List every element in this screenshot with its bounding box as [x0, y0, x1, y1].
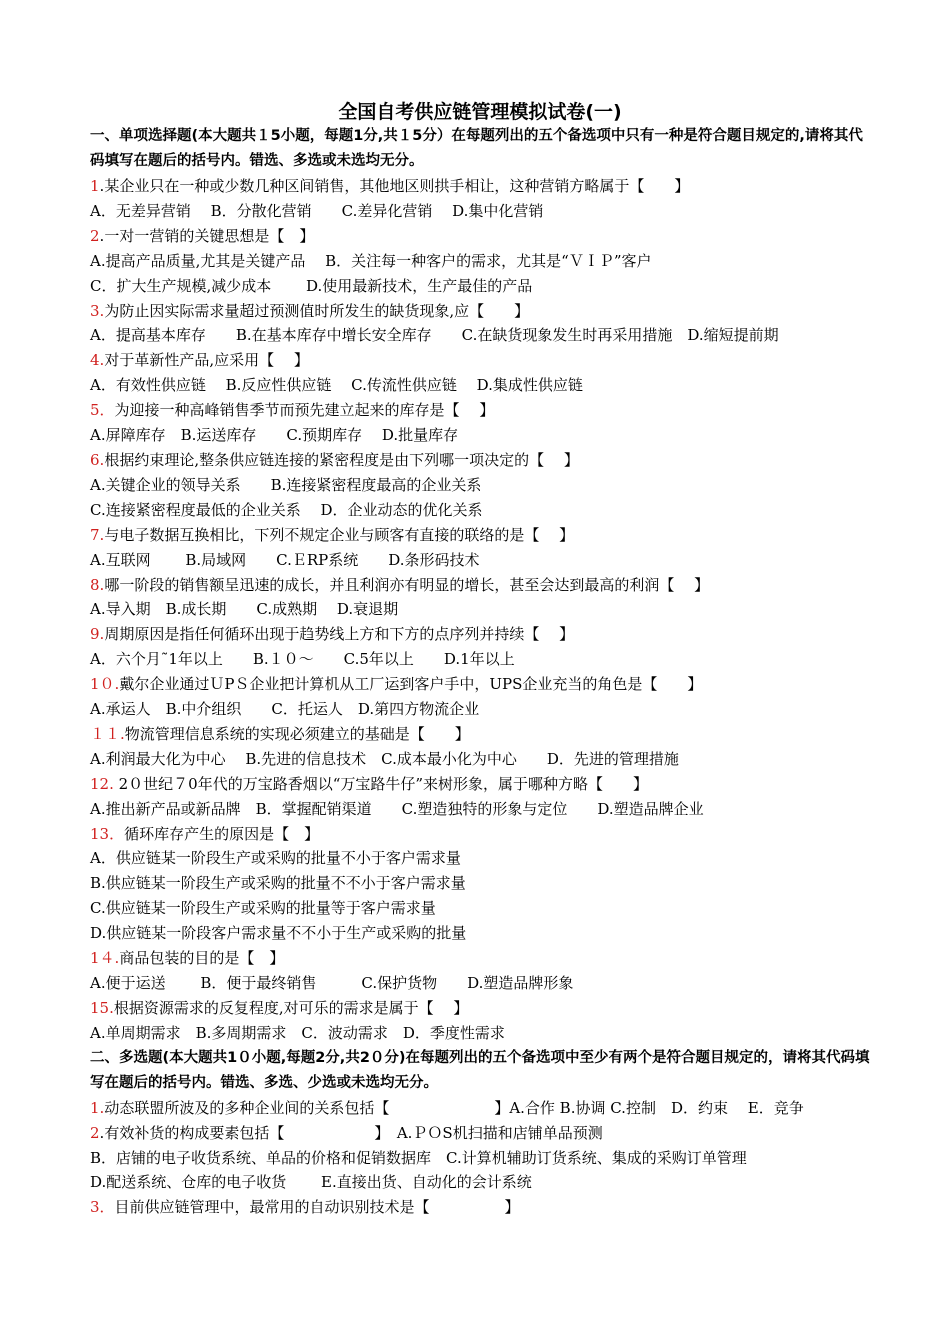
question-number: 5．	[90, 401, 115, 420]
question-line	[90, 1195, 870, 1220]
question-line	[90, 1021, 870, 1046]
question-text: 为迎接一种高峰销售季节而预先建立起来的库存是【 】	[114, 401, 495, 420]
exam-page	[90, 100, 870, 1220]
question-number: 8.	[90, 575, 105, 594]
question-line	[90, 348, 870, 373]
page-title: 全国自考供应链管理模拟试卷(一)	[338, 101, 622, 123]
question-text: 循环库存产生的原因是【 】	[124, 824, 320, 843]
question-line	[90, 174, 870, 199]
question-line	[90, 946, 870, 971]
question-line	[90, 722, 870, 747]
question-number: １１.	[90, 724, 125, 743]
question-line	[90, 797, 870, 822]
question-text: 戴尔企业通过ＵPＳ企业把计算机从工厂运到客户手中，UPS企业充当的角色是【 】	[119, 675, 703, 694]
question-number: 6.	[90, 450, 105, 469]
question-text: A.导入期 B.成长期 C.成熟期 D.衰退期	[90, 600, 399, 619]
question-text: .某企业只在一种或少数几种区间销售，其他地区则拱手相让，这种营销方略属于【 】	[99, 177, 690, 195]
question-line	[90, 672, 870, 697]
question-line	[90, 498, 870, 523]
question-line	[90, 323, 870, 348]
question-line	[90, 772, 870, 797]
question-text: 周期原因是指任何循环出现于趋势线上方和下方的点序列并持续【 】	[104, 625, 575, 644]
question-line	[90, 921, 870, 946]
question-number: 4.	[90, 351, 105, 370]
question-line	[90, 224, 870, 249]
question-number: 2	[90, 1123, 100, 1142]
question-line	[90, 597, 870, 622]
question-line	[90, 1096, 870, 1121]
question-text: A.利润最大化为中心 B.先进的信息技术 C.成本最小化为中心 D．先进的管理措施	[90, 749, 679, 768]
question-text: A.屏障库存 B.运送库存 C.预期库存 D.批量库存	[90, 426, 459, 445]
question-line	[90, 274, 870, 299]
question-text: A.承运人 B.中介组织 C．托运人 D.第四方物流企业	[90, 700, 480, 719]
question-number: 13．	[90, 824, 125, 843]
question-line	[90, 199, 870, 224]
section-2-questions	[90, 1096, 870, 1221]
question-text: A.提高产品质量,尤其是关键产品 B．关注每一种客户的需求，尤其是“ＶＩＰ”客户	[90, 251, 652, 270]
question-text: D.供应链某一阶段客户需求量不不小于生产或采购的批量	[90, 924, 467, 943]
question-text: A.推出新产品或新品牌 B．掌握配销渠道 C.塑造独特的形象与定位 D.塑造品牌企业	[90, 799, 704, 818]
question-number: 12.	[90, 774, 114, 793]
section-2-heading: 二、多选题(本大题共1０小题,每题2分,共2０分)在每题列出的五个备选项中至少有两个是符合题目规定的，请将其代码填写在题后的括号内。错选、多选、少选或未选均无分。	[90, 1049, 870, 1091]
question-text: 与电子数据互换相比，下列不规定企业与顾客有直接的联络的是【 】	[104, 525, 575, 544]
question-line	[90, 299, 870, 324]
question-text: B．店铺的电子收货系统、单品的价格和促销数据库 C.计算机辅助订货系统、集成的采购订单管理	[90, 1148, 747, 1167]
question-text: .一对一营销的关键思想是【 】	[99, 226, 315, 245]
question-number: 1０.	[90, 675, 120, 694]
question-text: 对于革新性产品,应采用【 】	[104, 351, 309, 370]
section-1-heading: 一、单项选择题(本大题共１5小题，每题1分,共１5分）在每题列出的五个备选项中只有一种是符合题目规定的,请将其代码填写在题后的括号内。错选、多选或未选均无分。	[90, 128, 863, 169]
question-text: C.供应链某一阶段生产或采购的批量等于客户需求量	[90, 899, 436, 918]
question-text: A．供应链某一阶段生产或采购的批量不小于客户需求量	[90, 849, 461, 868]
question-line	[90, 398, 870, 423]
question-line	[90, 473, 870, 498]
question-line	[90, 573, 870, 598]
question-line	[90, 448, 870, 473]
question-number: 15.	[90, 998, 114, 1017]
question-number: 1４.	[90, 949, 120, 968]
question-text: A.单周期需求 B.多周期需求 C．波动需求 D．季度性需求	[90, 1023, 505, 1042]
question-line	[90, 822, 870, 847]
question-line	[90, 996, 870, 1021]
question-number: 1	[90, 177, 100, 195]
question-text: A.关键企业的领导关系 B.连接紧密程度最高的企业关系	[90, 475, 482, 494]
question-text: C．扩大生产规模,减少成本 D.使用最新技术，生产最佳的产品	[90, 276, 533, 295]
question-line	[90, 697, 870, 722]
question-text: 根据资源需求的反复程度,对可乐的需求是属于【 】	[113, 998, 469, 1017]
question-line	[90, 971, 870, 996]
question-text: 为防止因实际需求量超过预测值时所发生的缺货现象,应【 】	[104, 301, 530, 320]
question-text: A.互联网 B.局域网 C.ＥRP系统 D.条形码技术	[90, 550, 480, 569]
question-line	[90, 373, 870, 398]
question-line	[90, 871, 870, 896]
question-text: .有效补货的构成要素包括【 】 A.ＰＯS机扫描和店铺单品预测	[99, 1123, 603, 1142]
question-text: 目前供应链管理中，最常用的自动识别技术是【 】	[114, 1198, 520, 1217]
question-line	[90, 747, 870, 772]
question-number: 2	[90, 226, 100, 245]
question-text: A．无差异营销 B．分散化营销 C.差异化营销 D.集中化营销	[90, 201, 544, 220]
question-text: 2０世纪７0年代的万宝路香烟以“万宝路牛仔”来树形象，属于哪种方略【 】	[113, 774, 649, 793]
question-line	[90, 896, 870, 921]
question-text: 哪一阶段的销售额呈迅速的成长，并且利润亦有明显的增长，甚至会达到最高的利润【 】	[104, 575, 710, 594]
question-number: 9.	[90, 625, 105, 644]
question-text: 物流管理信息系统的实现必须建立的基础是【 】	[124, 724, 470, 743]
question-line	[90, 1146, 870, 1171]
question-line	[90, 548, 870, 573]
question-line	[90, 423, 870, 448]
question-text: 动态联盟所波及的多种企业间的关系包括【 】A.合作 B.协调 C.控制 D．约束 E．竞争	[104, 1098, 804, 1117]
question-line	[90, 1170, 870, 1195]
question-number: 3．	[90, 1198, 115, 1217]
question-number: 7.	[90, 525, 105, 544]
question-line	[90, 846, 870, 871]
question-line	[90, 622, 870, 647]
section-1-questions	[90, 174, 870, 1046]
question-number: 3.	[90, 301, 105, 320]
question-text: A．提高基本库存 B.在基本库存中增长安全库存 C.在缺货现象发生时再采用措施 D.缩短提前期	[90, 326, 779, 345]
question-text: B.供应链某一阶段生产或采购的批量不不小于客户需求量	[90, 874, 466, 893]
question-text: C.连接紧密程度最低的企业关系 D．企业动态的优化关系	[90, 500, 483, 519]
question-line	[90, 249, 870, 274]
question-text: A．六个月˜1年以上 B.１０～ C.5年以上 D.1年以上	[90, 650, 515, 669]
question-number: 1.	[90, 1098, 105, 1117]
question-line	[90, 1121, 870, 1146]
question-line	[90, 647, 870, 672]
question-text: 商品包装的目的是【 】	[119, 949, 285, 968]
question-line	[90, 523, 870, 548]
question-text: D.配送系统、仓库的电子收货 E.直接出货、自动化的会计系统	[90, 1173, 532, 1192]
question-text: A.便于运送 B．便于最终销售 C.保护货物 D.塑造品牌形象	[90, 974, 574, 992]
question-text: 根据约束理论,整条供应链连接的紧密程度是由下列哪一项决定的【 】	[104, 450, 579, 469]
question-text: A．有效性供应链 B.反应性供应链 C.传流性供应链 D.集成性供应链	[90, 376, 583, 395]
